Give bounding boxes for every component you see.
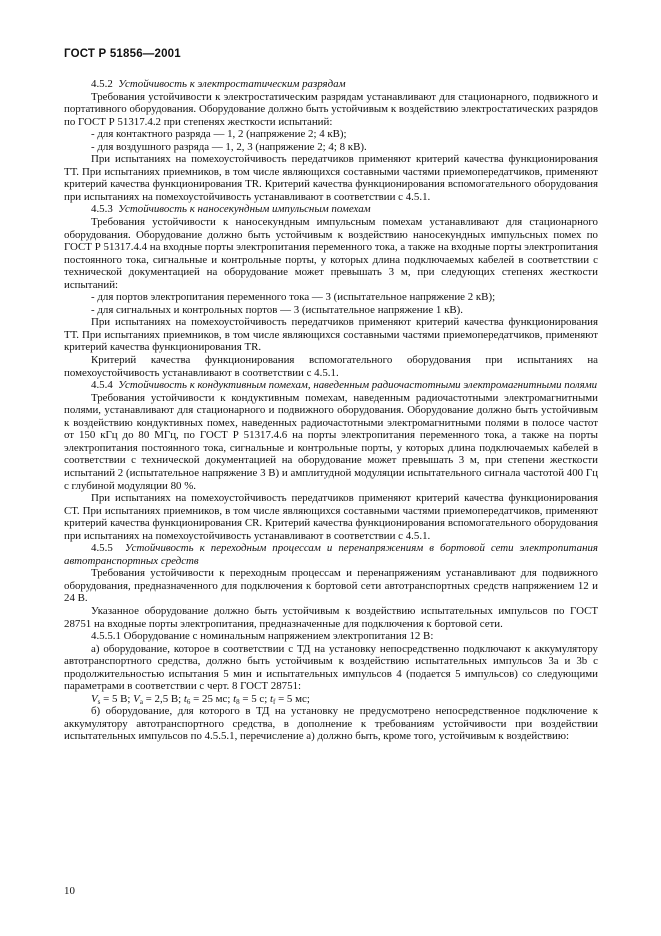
param-subscript: 6 [186, 697, 191, 706]
param-symbol: V [91, 692, 98, 705]
paragraph: б) оборудование, для которого в ТД на установку не предусмотрено непосредственное подключение к аккумулятору автотранспортного средства, в дополнение к требованиям устойчивости при воздействии испытательных импульсов по 4.5.5.1, перечисление а) должно быть, кроме того, устойчивым к воздействию: [64, 705, 598, 743]
section-title: Устойчивость к электростатическим разрядам [118, 78, 346, 90]
section-heading [64, 542, 598, 567]
paragraph: Требования устойчивости к электростатическим разрядам устанавливают для стационарного, подвижного и портативного оборудования. Оборудование должно быть устойчивым к воздействию электростатических разрядов по ГОСТ Р 51317.4.2 при степенях жесткости испытаний: [64, 90, 598, 128]
paragraph: - для воздушного разряда — 1, 2, 3 (напряжение 2; 4; 8 кВ). [91, 140, 367, 153]
section-title: Устойчивость к наносекундным импульсным помехам [118, 203, 371, 216]
paragraph: При испытаниях на помехоустойчивость передатчиков применяют критерий качества функционирования ТТ. При испытаниях приемников, в том числе являющихся составными частями приемопередатчиков, применяют критерий качества функционирования TR. Критерий качества функционирования вспомогательного оборудования при испытаниях на помехоустойчивость устанавливают в соответствии с 4.5.1. [64, 153, 598, 203]
paragraph: При испытаниях на помехоустойчивость передатчиков применяют критерий качества функционирования ТТ. При испытаниях приемников, в том числе являющихся составными частями приемопередатчиков, применяют критерий качества функционирования TR. [64, 316, 598, 354]
section-heading [64, 379, 598, 392]
param-subscript: f [273, 697, 276, 706]
standard-header: ГОСТ Р 51856—2001 [64, 48, 181, 60]
param-value: = 5 мс; [275, 692, 310, 705]
paragraph: 4.5.5.1 Оборудование с номинальным напряжением электропитания 12 В: [91, 630, 434, 643]
section-heading [64, 78, 598, 91]
paragraph: Требования устойчивости к наносекундным импульсным помехам устанавливают для стационарного оборудования. Оборудование должно быть устойчивым к воздействию наносекундных импульсных помех по ГОСТ Р 51317.4.4 на входные порты электропитания переменного тока, а также на входные порты электропитания постоянного тока, сигнальные и контрольные порты, у которых длина подключаемых кабелей в соответствии с технической документацией на оборудование может превышать 3 м, при следующих степенях жесткости испытаний: [64, 216, 598, 291]
param-symbol: t [233, 692, 237, 705]
param-symbol: V [133, 692, 140, 705]
param-symbol: t [269, 692, 273, 705]
section-title: Устойчивость к кондуктивным помехам, наведенным радиочастотными электромагнитными полями [118, 379, 598, 392]
section-heading [64, 203, 598, 216]
document-body [64, 78, 598, 743]
section-number: 4.5.2 [91, 78, 113, 90]
paragraph: Требования устойчивости к кондуктивным помехам, наведенным радиочастотными электромагнитными полями, устанавливают для стационарного и подвижного оборудования. Оборудование должно быть устойчивым к воздействию кондуктивных помех, наведенных радиочастотными электромагнитными полями в полосе частот от 150 кГц до 80 МГц, по ГОСТ Р 51317.4.6 на порты электропитания переменного тока, а также на порты электропитания постоянного тока, сигнальные и контрольные порты, у которых длина подключаемых кабелей в соответствии с технической документацией на оборудование может превышать 3 м, при степени жесткости испытаний 2 (испытательное напряжение 3 В) и амплитудной модуляции испытательного сигнала частотой 400 Гц с глубиной модуляции 80 %. [64, 391, 598, 492]
paragraph: Требования устойчивости к переходным процессам и перенапряжениям устанавливают для подвижного оборудования, предназначенного для подключения к бортовой сети автотранспортных средств напряжением 12 и 24 В. [64, 567, 598, 605]
param-subscript: 8 [236, 697, 240, 706]
paragraph: - для контактного разряда — 1, 2 (напряжение 2; 4 кВ); [91, 128, 347, 141]
page-number: 10 [64, 885, 75, 897]
paragraph: а) оборудование, которое в соответствии с ТД на установку непосредственно подключают к аккумулятору автотранспортного средства, должно быть устойчивым к воздействию испытательных импульсов 3а и 3b с продолжительностью испытания 5 мин и испытательных импульсов 4 (подается 5 импульсов) со следующими параметрами в соответствии с черт. 8 ГОСТ 28751: [64, 642, 598, 693]
paragraph: Указанное оборудование должно быть устойчивым к воздействию испытательных импульсов по ГОСТ 28751 на входные порты электропитания, предназначенные для подключения к бортовой сети. [64, 604, 598, 630]
param-symbol: t [183, 692, 187, 705]
paragraph: При испытаниях на помехоустойчивость передатчиков применяют критерий качества функционирования СТ. При испытаниях приемников, в том числе являющихся составными частями приемопередатчиков, применяют критерий качества функционирования CR. Критерий качества функционирования вспомогательного оборудования при испытаниях на помехоустойчивость устанавливают в соответствии с 4.5.1. [64, 492, 598, 542]
paragraph: - для сигнальных и контрольных портов — 3 (испытательное напряжение 1 кВ). [91, 303, 463, 316]
param-value: = 25 мс; [190, 692, 234, 705]
param-value: = 5 с; [239, 692, 270, 705]
param-subscript: a [139, 697, 143, 706]
paragraph: Критерий качества функционирования вспомогательного оборудования при испытаниях на помехоустойчивость устанавливают в соответствии с 4.5.1. [64, 354, 598, 379]
pulse-parameters [64, 693, 598, 706]
section-number: 4.5.5 [91, 542, 113, 555]
section-title: Устойчивость к переходным процессам и перенапряжениям в бортовой сети электропитания автотранспортных средств [64, 542, 598, 567]
param-subscript: s [97, 697, 101, 706]
section-number: 4.5.3 [91, 203, 113, 216]
param-value: = 2,5 В; [142, 692, 184, 705]
param-value: = 5 В; [100, 692, 134, 705]
section-number: 4.5.4 [91, 379, 113, 392]
paragraph: - для портов электропитания переменного тока — 3 (испытательное напряжение 2 кВ); [91, 291, 496, 304]
